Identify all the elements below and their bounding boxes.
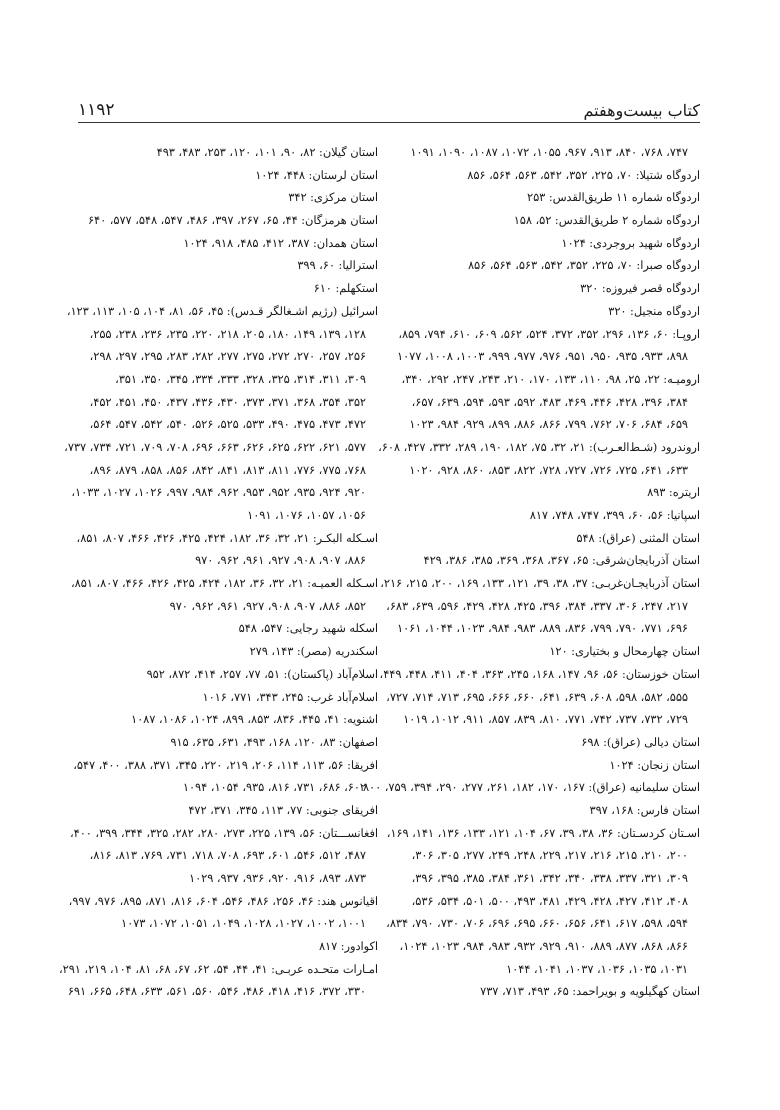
index-entry-continuation: ۳۳۰، ۳۷۲، ۴۱۶، ۴۱۸، ۴۸۶، ۵۴۶، ۵۶۰، ۵۶۱، ۶۳۳، ۶۴۸، ۶۶۵، ۶۹۱ — [67, 985, 366, 999]
index-entry: اسکندریه (مصر): ۱۴۳، ۲۷۹ — [249, 645, 378, 659]
index-entry-continuation: ۸۹۸، ۹۳۳، ۹۳۵، ۹۵۰، ۹۵۱، ۹۷۶، ۹۷۷، ۹۹۹، ۱۰۰۳، ۱۰۰۸، ۱۰۷۷ — [397, 350, 688, 364]
index-entry: افریقای جنوبی: ۷۷، ۱۱۳، ۳۴۵، ۳۷۱، ۴۷۲ — [188, 803, 378, 817]
index-entry: استرالیا: ۶۰، ۳۹۹ — [297, 259, 378, 273]
index-entry-continuation: ۱۰۰۱، ۱۰۰۲، ۱۰۲۷، ۱۰۲۸، ۱۰۴۹، ۱۰۵۱، ۱۰۷۲، ۱۰۷۳ — [121, 917, 366, 931]
index-entry: اسلام‌آباد (پاکستان): ۵۱، ۷۷، ۲۵۷، ۴۱۴، ۸۷۲، ۹۵۲ — [146, 667, 378, 681]
index-entry: استکهلم: ۶۱۰ — [313, 282, 378, 296]
index-entry-continuation: ۳۸۴، ۳۹۶، ۴۲۸، ۴۴۶، ۴۶۹، ۴۸۳، ۵۹۲، ۵۹۳، ۵۹۴، ۶۳۹، ۶۵۷، — [411, 395, 688, 409]
index-entry-continuation: ۹۲۰، ۹۲۴، ۹۳۵، ۹۵۲، ۹۵۳، ۹۶۲، ۹۸۴، ۹۹۷، ۱۰۲۶، ۱۰۲۷، ۱۰۳۳، — [71, 486, 366, 500]
index-entry-continuation: ۷۴۷، ۷۶۸، ۸۴۰، ۹۱۳، ۹۶۷، ۱۰۵۵، ۱۰۷۲، ۱۰۸۷، ۱۰۹۰، ۱۰۹۱ — [410, 146, 688, 159]
index-entry: اسپانیا: ۵۶، ۶۰، ۳۹۹، ۷۴۷، ۷۴۸، ۸۱۷ — [529, 509, 700, 522]
index-entry-continuation: ۶۳۳، ۶۴۱، ۷۲۵، ۷۲۶، ۷۲۷، ۷۲۸، ۸۲۲، ۸۵۳، ۸۶۰، ۹۲۸، ۱۰۲۰ — [409, 463, 688, 477]
index-entry: اقیانوس هند: ۴۶، ۲۵۶، ۴۸۶، ۵۴۶، ۶۰۴، ۸۱۶، ۸۷۱، ۸۹۵، ۹۷۶، ۹۹۷، — [68, 894, 378, 908]
book-title: کتاب بیست‌وهفتم — [583, 101, 700, 120]
index-entry-continuation: ۳۵۲، ۳۵۴، ۳۶۸، ۳۷۱، ۳۷۳، ۴۳۰، ۴۳۶، ۴۳۷، ۴۵۰، ۴۵۱، ۴۵۲، — [89, 395, 366, 409]
index-entry: اروپـا: ۶۰، ۱۳۶، ۲۹۶، ۳۵۲، ۳۷۲، ۵۲۴، ۵۶۲، ۶۰۹، ۶۱۰، ۷۹۴، ۸۵۹، — [398, 327, 700, 341]
index-entry-continuation: ۱۲۸، ۱۳۹، ۱۴۹، ۱۸۰، ۲۰۵، ۲۱۸، ۲۲۰، ۲۳۵، ۲۳۶، ۲۳۸، ۲۵۵، — [89, 327, 366, 341]
index-entry: اروندرود (شـط‌العـرب): ۲۱، ۳۲، ۷۵، ۱۸۲، ۱۹۰، ۲۸۹، ۳۳۲، ۴۲۷، ۶۰۸، — [378, 440, 700, 454]
header-rule — [78, 122, 700, 123]
index-entry: اردوگاه منجیل: ۳۲۰ — [608, 304, 700, 318]
index-entry-continuation: ۲۵۶، ۲۵۷، ۲۷۰، ۲۷۲، ۲۷۵، ۲۷۷، ۲۸۲، ۲۸۳، ۲۹۵، ۲۹۷، ۲۹۸، — [89, 350, 366, 364]
index-entry: اسرائیل (رژیم اشـغالگر قـدس): ۴۵، ۵۶، ۸۱، ۱۰۴، ۱۰۵، ۱۱۳، ۱۲۳، — [66, 304, 378, 318]
page-header — [78, 88, 700, 120]
index-entry: اشنویه: ۴۱، ۴۴۵، ۸۳۶، ۸۵۳، ۸۹۹، ۱۰۲۴، ۱۰۸۶، ۱۰۸۷ — [131, 713, 378, 727]
index-entry: اسـکله العمیـه: ۲۱، ۳۲، ۳۶، ۱۸۲، ۴۲۴، ۴۲۵، ۴۲۶، ۴۶۶، ۸۰۷، ۸۵۱، — [70, 577, 378, 591]
index-entry: اریتره: ۸۹۳ — [647, 486, 700, 500]
index-entry-continuation: ۳۰۹، ۳۱۱، ۳۱۴، ۳۲۵، ۳۲۸، ۳۳۳، ۳۳۴، ۳۴۵، ۳۵۰، ۳۵۱، — [115, 372, 366, 386]
index-entry: استان زنجان: ۱۰۲۴ — [609, 758, 700, 772]
index-entry: استان آذربایجان‌شرقی: ۶۵، ۳۶۷، ۳۶۸، ۳۶۹، ۳۸۵، ۳۸۶، ۴۲۹ — [423, 554, 700, 568]
index-entry-continuation: ۸۷۳، ۸۹۳، ۹۱۶، ۹۲۰، ۹۳۶، ۹۳۷، ۱۰۲۹ — [189, 872, 366, 885]
index-entry-continuation: ۲۰۰، ۲۱۰، ۲۱۵، ۲۱۶، ۲۱۷، ۲۲۹، ۲۴۸، ۲۴۹، ۲۷۷، ۳۰۵، ۳۰۶، — [411, 849, 688, 863]
index-entry: استان خوزستان: ۵۶، ۹۶، ۱۴۷، ۱۶۸، ۲۴۵، ۳۶۳، ۴۰۴، ۴۱۱، ۴۴۸، ۴۴۹، — [379, 667, 700, 681]
index-entry: اسـکله البکـر: ۲۱، ۳۲، ۳۶، ۱۸۲، ۴۲۴، ۴۲۵، ۴۲۶، ۴۶۶، ۸۰۷، ۸۵۱، — [76, 531, 378, 545]
index-entry: استان گیلان: ۸۲، ۹۰، ۱۰۱، ۱۲۰، ۲۵۳، ۴۸۳، ۴۹۳ — [156, 146, 378, 159]
index-entry-continuation: ۳۰۹، ۳۲۱، ۳۳۷، ۳۳۸، ۳۴۰، ۳۴۲، ۳۶۱، ۳۸۴، ۳۸۵، ۳۹۵، ۳۹۶، — [411, 872, 688, 885]
index-entry: افریقا: ۵۶، ۱۱۳، ۱۱۴، ۲۰۶، ۲۱۹، ۲۲۰، ۳۴۵، ۳۷۱، ۳۸۸، ۴۰۰، ۵۴۷، — [73, 758, 378, 772]
index-entry: اردوگاه شهید بروجردی: ۱۰۲۴ — [561, 236, 700, 250]
index-entry: اسـتان کردسـتان: ۳۶، ۳۸، ۳۹، ۶۷، ۱۰۴، ۱۲۱، ۱۳۳، ۱۳۶، ۱۴۱، ۱۶۹، — [386, 826, 700, 840]
index-entry: افغانســـتان: ۵۶، ۱۳۹، ۲۲۵، ۲۷۳، ۲۸۰، ۲۸۲، ۳۲۵، ۳۴۴، ۳۹۹، ۴۰۰، — [69, 826, 378, 840]
index-entry: اسلام‌آباد غرب: ۲۴۵، ۳۴۳، ۷۷۱، ۱۰۱۶ — [202, 690, 378, 704]
index-entry-continuation: ۸۵۲، ۸۸۶، ۹۰۷، ۹۰۸، ۹۲۷، ۹۶۱، ۹۶۲، ۹۷۰ — [169, 599, 366, 613]
index-entry: اردوگاه قصر فیروزه: ۳۲۰ — [580, 282, 700, 296]
index-entry-continuation: ۸۶۶، ۸۶۸، ۸۷۷، ۸۸۹، ۹۱۰، ۹۲۹، ۹۳۲، ۹۸۳، ۹۸۴، ۱۰۲۳، ۱۰۲۴، — [399, 940, 688, 954]
index-entry: اکوادور: ۸۱۷ — [318, 940, 378, 954]
index-entry: استان چهارمحال و بختیاری: ۱۲۰ — [549, 645, 700, 659]
index-entry-continuation: ۲۱۷، ۲۴۷، ۳۰۶، ۳۳۷، ۳۸۴، ۳۹۶، ۴۲۵، ۴۲۸، ۴۲۹، ۵۹۶، ۶۳۹، ۶۸۳، — [386, 599, 688, 613]
index-entry: استان همدان: ۳۸۷، ۴۱۲، ۴۸۵، ۹۱۸، ۱۰۲۴ — [183, 236, 378, 250]
index-entry: استان المثنی (عراق): ۵۴۸ — [576, 531, 700, 545]
index-entry: اسکله شهید رجایی: ۵۴۷، ۵۴۸ — [238, 622, 378, 636]
index-column-right — [362, 142, 700, 1004]
index-entry: اردوگاه شماره ۲ طریق‌القدس: ۵۲، ۱۵۸ — [513, 214, 700, 228]
index-entry: استان کهگیلویه و بویراحمد: ۶۵، ۴۹۳، ۷۱۳، ۷۳۷ — [480, 985, 700, 999]
index-entry-continuation: ۵۷۷، ۶۲۱، ۶۲۲، ۶۲۵، ۶۲۶، ۶۶۳، ۶۹۶، ۷۰۸، ۷۰۹، ۷۲۱، ۷۳۴، ۷۳۷، — [64, 440, 366, 454]
page-number: ۱۱۹۲ — [78, 100, 115, 120]
index-entry: استان لرستان: ۴۴۸، ۱۰۲۴ — [255, 168, 378, 182]
index-entry: استان سلیمانیه (عراق): ۱۶۷، ۱۷۰، ۱۸۲، ۲۶۱، ۲۷۷، ۲۹۰، ۳۹۴، ۷۵۹، ۸۰۰ — [362, 781, 700, 795]
index-entry-continuation: ۸۸۶، ۹۰۷، ۹۰۸، ۹۲۷، ۹۶۱، ۹۶۲، ۹۷۰ — [195, 554, 366, 568]
index-entry-continuation: ۵۵۵، ۵۸۲، ۵۹۸، ۶۰۸، ۶۳۹، ۶۴۱، ۶۶۰، ۶۶۶، ۶۹۵، ۷۱۳، ۷۱۴، ۷۲۷، — [386, 690, 688, 704]
index-entry: امـارات متحـده عربـی: ۴۱، ۴۴، ۵۴، ۶۲، ۶۷، ۶۸، ۸۱، ۱۰۴، ۲۱۹، ۲۹۱، — [58, 962, 378, 976]
index-entry-continuation: ۴۷۲، ۴۷۳، ۴۷۵، ۴۹۰، ۵۳۳، ۵۲۵، ۵۲۶، ۵۴۰، ۵۴۲، ۵۴۷، ۵۶۴، — [89, 418, 366, 432]
index-entry-continuation: ۱۰۵۶، ۱۰۵۷، ۱۰۷۶، ۱۰۹۱ — [247, 509, 366, 522]
index-entry: استان فارس: ۱۶۸، ۳۹۷ — [589, 803, 700, 817]
index-entry: استان هرمزگان: ۴۴، ۶۵، ۲۶۷، ۳۹۷، ۴۸۶، ۵۴۷، ۵۴۸، ۵۷۷، ۶۴۰ — [87, 214, 378, 228]
index-entry-continuation: ۶۵۹، ۶۸۴، ۷۰۶، ۷۶۲، ۷۹۹، ۸۶۶، ۸۸۶، ۸۹۹، ۹۲۹، ۹۸۴، ۱۰۲۳ — [409, 418, 688, 432]
index-entry: استان آذربایجـان‌غربـی: ۳۷، ۳۸، ۳۹، ۱۲۱، ۱۳۳، ۱۶۹، ۲۰۰، ۲۱۵، ۲۱۶، — [380, 577, 700, 591]
index-entry-continuation: ۱۰۳۱، ۱۰۳۵، ۱۰۳۶، ۱۰۳۷، ۱۰۴۱، ۱۰۴۴ — [506, 962, 688, 976]
index-entry: اردوگاه صبرا: ۷۰، ۲۲۵، ۳۵۲، ۵۴۲، ۵۶۳، ۵۶۴، ۸۵۶ — [467, 259, 700, 273]
index-entry: اردوگاه شماره ۱۱ طریق‌القدس: ۲۵۳ — [527, 191, 700, 205]
index-entry-continuation: ۶۰۲، ۶۸۶، ۷۳۱، ۸۱۶، ۹۳۵، ۱۰۵۴، ۱۰۹۴ — [182, 781, 366, 795]
index-entry-continuation: ۵۹۴، ۵۹۸، ۶۱۷، ۶۴۱، ۶۵۶، ۶۶۰، ۶۹۵، ۶۹۶، ۷۰۶، ۷۳۰، ۷۹۰، ۸۳۴، — [386, 917, 688, 931]
index-entry: استان دیالی (عراق): ۶۹۸ — [581, 735, 700, 749]
index-entry-continuation: ۷۲۹، ۷۳۲، ۷۳۷، ۷۴۲، ۷۷۱، ۸۱۰، ۸۳۹، ۸۵۷، ۹۱۱، ۱۰۱۲، ۱۰۱۹ — [403, 713, 688, 727]
index-entry: ارومیـه: ۲۲، ۲۵، ۹۸، ۱۱۰، ۱۳۳، ۱۷۰، ۲۱۰، ۲۴۳، ۲۴۷، ۲۹۲، ۳۴۰، — [401, 372, 700, 386]
index-entry-continuation: ۷۶۸، ۷۷۵، ۷۷۶، ۸۱۱، ۸۱۳، ۸۴۱، ۸۴۲، ۸۵۶، ۸۵۸، ۸۷۹، ۸۹۶، — [89, 463, 366, 477]
index-entry-continuation: ۴۰۸، ۴۱۲، ۴۲۷، ۴۲۸، ۴۲۹، ۴۸۱، ۴۹۳، ۵۰۰، ۵۰۱، ۵۳۴، ۵۳۶، — [411, 894, 688, 908]
index-entry: اردوگاه شتیلا: ۷۰، ۲۲۵، ۳۵۲، ۵۴۲، ۵۶۳، ۵۶۴، ۸۵۶ — [467, 168, 700, 182]
index-entry-continuation: ۶۹۶، ۷۷۱، ۷۹۰، ۷۹۹، ۸۳۶، ۸۸۹، ۹۸۳، ۹۸۴، ۱۰۲۳، ۱۰۴۴، ۱۰۶۱ — [397, 622, 688, 636]
index-entry: اصفهان: ۸۳، ۱۲۰، ۱۶۸، ۴۹۳، ۶۳۱، ۶۳۵، ۹۱۵ — [170, 735, 378, 749]
index-column-left — [58, 142, 378, 1004]
index-entry: استان مرکزی: ۳۴۲ — [288, 191, 378, 205]
index-entry-continuation: ۴۸۷، ۵۱۲، ۵۴۶، ۶۰۱، ۶۹۳، ۷۰۸، ۷۱۸، ۷۳۱، ۷۶۹، ۸۱۳، ۸۱۶، — [89, 849, 366, 863]
